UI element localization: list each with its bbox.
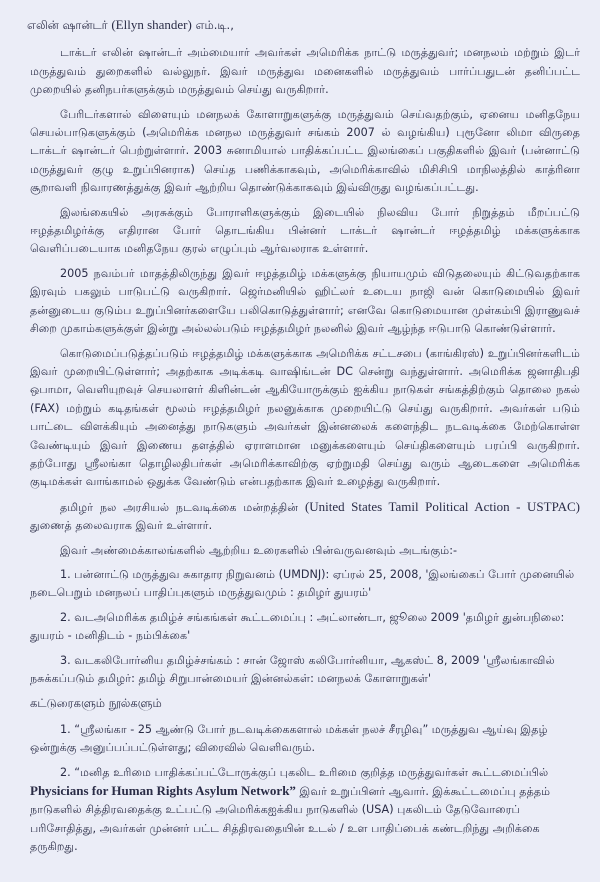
speech-item: 1. பன்னாட்டு மருத்துவ சுகாதார நிறுவனம் (UMDNJ): ஏப்ரல் 25, 2008, 'இலங்கைப் போர் முனையில் நடைபெறும் மனநலப் பாதிப்புகளும் மருத்துவமும் : தமிழர் துயரம்' [30,567,575,600]
ustpac-lead: தமிழர் நல அரசியல் நடவடிக்கை மன்றத்தின் [60,500,299,514]
paragraph-congress: கொடுமைப்படுத்தப்படும் ஈழத்தமிழ் மக்களுக்காக அமெரிக்க சட்டசபை (காங்கிரஸ்) உறுப்பினர்களிடம் இவர் முறையிட்டுள்ளார்; அதற்காக அடிக்கடி வாஷிங்டன் DC சென்று வந்துள்ளார். அமெரிக்க ஜனாதிபதி ஒபாமா, வெளியுறவுச் செயலாளர் கிளின்டன் ஆகியோருக்கும் ஐக்கிய நாடுகள் சங்கத்திற்கும் தொலை நகல் (FAX) மற்றும் கடிதங்கள் மூலம் ஈழத்தமிழர் நலனுக்காக முறையிட்டு செய்து வருகிறார். அவர்கள் படும் பாட்டை விளக்கியும் அனைத்து நாடுகளும் அவர்கள் இன்னலைக் களைந்திட நடவடிக்கை மேற்கொள்ள வேண்டியும் இவர் இணைய தளத்தில் ஏராளமான மனுக்களையும் செய்திகளையும் பரப்பி வருகிறார். தற்போது ஸ்ரீலங்கா தொழிலதிபர்கள் அமெரிக்காவிற்கு ஏற்றுமதி செய்து வரும் ஆடைகளை அமெரிக்க குடிமக்கள் வாங்காமல் ஒதுக்க வேண்டும் என்பதற்காக இவர் உழைத்து வருகிறார். [30,346,580,489]
heading-name-tamil: எலின் ஷான்டர் [27,18,108,32]
article-item-physicians [30,764,580,857]
article2-lead: 2. “மனித உரிமை பாதிக்கப்பட்டோருக்குப் புகலிட உரிமை குறித்த மருத்துவர்கள் கூட்டமைப்பில் [60,765,549,779]
speeches-intro: இவர் அண்மைக்காலங்களில் ஆற்றிய உரைகளில் பின்வருவனவும் அடங்கும்:- [60,543,458,557]
ustpac-tail: துணைத் தலைவராக இவர் உள்ளார். [30,519,213,533]
document-heading [27,16,580,34]
article-item: 1. “ஸ்ரீலங்கா - 25 ஆண்டு போர் நடவடிக்கைகளால் மக்கள் நலச் சீரழிவு” மருத்துவ ஆய்வு இதழ் ஒன்றுக்கு அனுப்பப்பட்டுள்ளது; விரைவில் வெளிவரும். [30,722,548,755]
heading-degree: எம்.டி., [195,18,234,32]
paragraph-ustpac [30,498,580,536]
speech-item: 2. வடஅமெரிக்க தமிழ்ச் சங்கங்கள் கூட்டமைப்பு : அட்லாண்டா, ஜூலை 2009 'தமிழர் துன்பநிலை: துயரம் - மனிதிடம் - நம்பிக்கை' [30,610,565,643]
paragraph-intro: டாக்டர் எலின் ஷான்டர் அம்மையார் அவர்கள் அமெரிக்க நாட்டு மருத்துவர்; மனநலம் மற்றும் இடர் மருத்துவம் துறைகளில் வல்லுநர். இவர் மருத்துவ மனைகளில் மருத்துவம் பார்ப்பதுடன் தனிப்பட்ட முறையில் தனிநபர்களுக்கும் மருத்துவம் செய்து வருகிறார். [30,46,580,97]
articles-section-title: கட்டுரைகளும் நூல்களும் [30,696,162,711]
paragraph-activism: இலங்கையில் அரசுக்கும் போராளிகளுக்கும் இடையில் நிலவிய போர் நிறுத்தம் மீறப்பட்டு ஈழத்தமிழர்க்கு எதிரான போர் தொடங்கிய பின்னர் டாக்டர் ஷான்டர் ஈழத்தமிழ் மக்களுக்காக வெளிப்படையாக மனிதநேய குரல் எழுப்பும் ஆர்வலராக உள்ளார். [30,205,580,256]
speech-item: 3. வடகலிபோர்னிய தமிழ்ச்சங்கம் : சான் ஜோஸ் கலிபோர்னியா, ஆகஸ்ட் 8, 2009 'ஸ்ரீலங்காவில் நசுக்கப்படும் தமிழர்: தமிழ் சிறுபான்மையர் இன்னல்கள்: மனநலக் கோளாறுகள்' [30,653,555,685]
article2-tail: இவர் உறுப்பினர் ஆவார். இக்கூட்டமைப்பு தத்தம் நாடுகளில் சித்திரவதைக்கு உட்பட்டு அமெரிக்கஐக்கிய நாடுகளில் (USA) புகலிடம் தேடுவோரைப் பரிசோதித்து, அவர்கள் முன்னர் பட்ட சித்திரவதையின் உடல் / உள பாதிப்பைக் கண்டறிந்து அறிக்கை தருகிறது. [30,785,551,854]
heading-name-english: (Ellyn shander) [111,17,192,32]
article2-network-name: Physicians for Human Rights Asylum Network” [30,783,296,799]
paragraph-since-2005: 2005 நவம்பர் மாதத்திலிருந்து இவர் ஈழத்தமிழ் மக்களுக்கு நியாயமும் விடுதலையும் கிட்டுவதற்காக இரவும் பகலும் பாடுபட்டு வருகிறார். ஜெர்மனியில் ஹிட்லர் உடைய நாஜி வன் கொடுமையில் இவர் தன்னுடைய குடும்ப உறுப்பினர்களையே பலிகொடுத்துள்ளார்; எனவே கொடுமையான முள்கம்பி இராணுவச் சிறை முகாம்களுக்குள் இன்று அல்லல்படும் ஈழத்தமிழர் நலனில் இவர் ஆழ்ந்த ஈடுபாடு கொண்டுள்ளார். [30,266,580,336]
paragraph-award: பேரிடர்களால் விளையும் மனநலக் கோளாறுகளுக்கு மருத்துவம் செய்வதற்கும், ஏனைய மனிதநேய செயல்பாடுகளுக்கும் (அமெரிக்க மனநல மருத்துவர் சங்கம் 2007 ல் வழங்கிய) புரூனோ லிமா விருதை டாக்டர் ஷான்டர் பெற்றுள்ளார். 2003 சுனாமியால் பாதிக்கப்பட்ட இலங்கைப் பகுதிகளில் இவர் (பன்னாட்டு மருத்துவர் குழு உறுப்பினராக) செய்த பணிக்காகவும், அமெரிக்காவில் மிசிசிபி மாநிலத்தில் காத்ரினா சூறாவளி நிவாரணத்துக்கு இவர் ஆற்றிய தொண்டுக்காகவும் இவ்விருது வழங்கப்பட்டது. [30,107,580,195]
ustpac-english-name: (United States Tamil Political Action - USTPAC) [304,498,580,514]
